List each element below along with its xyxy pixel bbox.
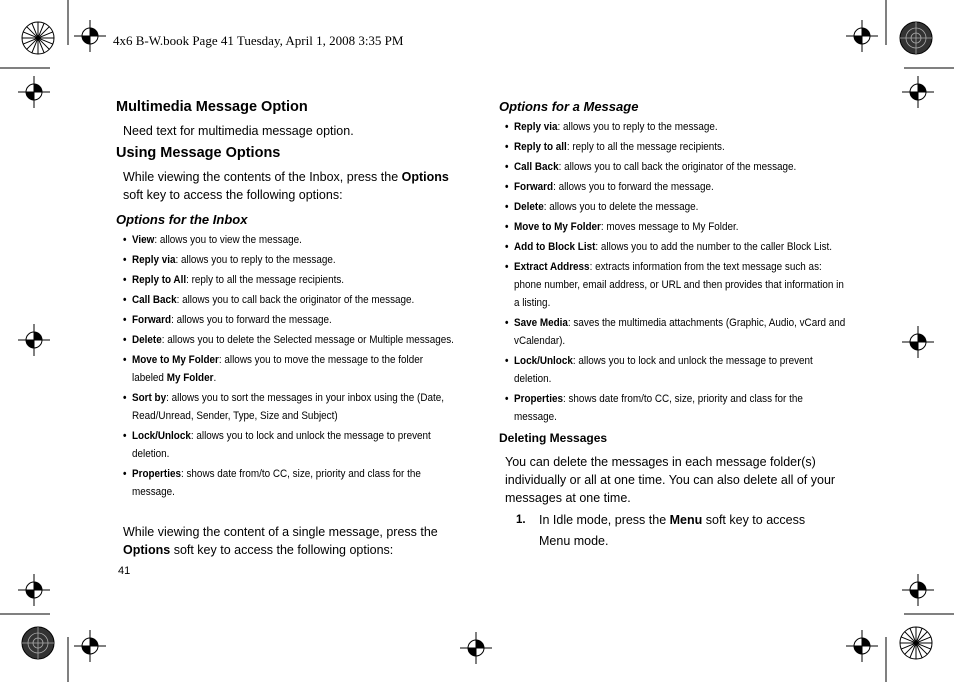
using-message-options-text: While viewing the contents of the Inbox, press the Options soft key to access the following options: xyxy=(123,170,449,202)
option-term: Move to My Folder xyxy=(132,354,219,366)
single-message-options-text: While viewing the content of a single message, press the Options soft key to access the following options: xyxy=(123,525,438,557)
step-number: 1. xyxy=(516,514,526,526)
option-term: Add to Block List xyxy=(514,241,596,253)
option-description: : allows you to sort the messages in your inbox using the (Date, Read/Unread, Sender, Type, Size and Subject) xyxy=(132,392,445,422)
inbox-option-item xyxy=(123,251,456,269)
option-description: : allows you to call back the originator of the message. xyxy=(558,161,797,173)
option-term: Lock/Unlock xyxy=(132,430,191,442)
book-header-line: 4x6 B-W.book Page 41 Tuesday, April 1, 2008 3:35 PM xyxy=(113,33,404,48)
inbox-option-item xyxy=(123,311,456,329)
using-message-options-heading: Using Message Options xyxy=(116,145,281,161)
option-term: Call Back xyxy=(132,294,177,306)
multimedia-message-option-heading: Multimedia Message Option xyxy=(116,99,308,115)
option-term: Reply to All xyxy=(132,274,187,286)
inbox-option-item xyxy=(123,231,456,249)
inbox-option-item xyxy=(123,291,456,309)
option-description: : moves message to My Folder. xyxy=(600,221,739,233)
options-for-message-heading: Options for a Message xyxy=(499,99,639,114)
option-description: : allows you to move the message to the folder labeled xyxy=(132,354,424,384)
option-term: Delete xyxy=(514,201,544,213)
message-options-list xyxy=(505,118,847,428)
option-term: Call Back xyxy=(514,161,559,173)
deleting-messages-heading: Deleting Messages xyxy=(499,431,608,445)
option-term: Properties xyxy=(514,393,563,405)
option-term: Sort by xyxy=(132,392,167,404)
inbox-options-list xyxy=(123,231,456,503)
options-for-inbox-heading: Options for the Inbox xyxy=(116,212,248,227)
option-term: Extract Address xyxy=(514,261,590,273)
option-description: : shows date from/to CC, size, priority and class for the message. xyxy=(132,468,421,498)
inbox-option-item xyxy=(123,271,456,289)
option-term: Reply via xyxy=(514,121,558,133)
option-term: Reply via xyxy=(132,254,176,266)
message-option-item xyxy=(505,390,847,426)
multimedia-message-option-text: Need text for multimedia message option. xyxy=(123,124,354,138)
option-term: Save Media xyxy=(514,317,568,329)
option-term: View xyxy=(132,234,155,246)
message-option-item xyxy=(505,138,847,156)
option-description: : allows you to lock and unlock the message to prevent deletion. xyxy=(514,355,813,385)
message-option-item xyxy=(505,314,847,350)
option-term: Lock/Unlock xyxy=(514,355,573,367)
option-description: : allows you to delete the Selected message or Multiple messages. xyxy=(161,334,454,346)
option-description: : allows you to forward the message. xyxy=(553,181,714,193)
step-text: In Idle mode, press the Menu soft key to access Menu mode. xyxy=(539,513,806,548)
option-description: : shows date from/to CC, size, priority and class for the message. xyxy=(514,393,803,423)
option-term: My Folder xyxy=(166,372,214,384)
option-description: : allows you to call back the originator of the message. xyxy=(176,294,415,306)
option-term: Forward xyxy=(514,181,554,193)
option-description: : extracts information from the text message such as: phone number, email address, or URL and then provides that information in a listing. xyxy=(514,261,844,309)
inbox-option-item xyxy=(123,351,456,387)
message-option-item xyxy=(505,352,847,388)
message-option-item xyxy=(505,218,847,236)
message-option-item xyxy=(505,178,847,196)
inbox-option-item xyxy=(123,389,456,425)
option-description: : allows you to lock and unlock the message to prevent deletion. xyxy=(132,430,431,460)
inbox-option-item xyxy=(123,331,456,349)
option-description: : allows you to delete the message. xyxy=(543,201,699,213)
option-description: : allows you to add the number to the caller Block List. xyxy=(595,241,833,253)
option-description: : allows you to reply to the message. xyxy=(557,121,718,133)
option-term: Reply to all xyxy=(514,141,567,153)
option-description: : allows you to view the message. xyxy=(154,234,302,246)
option-description: : reply to all the message recipients. xyxy=(566,141,725,153)
option-description: : allows you to reply to the message. xyxy=(175,254,336,266)
message-option-item xyxy=(505,238,847,256)
option-description: : saves the multimedia attachments (Graphic, Audio, vCard and vCalendar). xyxy=(514,317,846,347)
deleting-messages-text: You can delete the messages in each message folder(s) individually or all at one time. You can also delete all of your messages at one time. xyxy=(505,455,836,505)
option-term: Move to My Folder xyxy=(514,221,601,233)
message-option-item xyxy=(505,158,847,176)
option-description: : reply to all the message recipients. xyxy=(186,274,345,286)
message-option-item xyxy=(505,118,847,136)
option-description: . xyxy=(213,372,217,384)
option-term: Forward xyxy=(132,314,172,326)
option-description: : allows you to forward the message. xyxy=(171,314,332,326)
message-option-item xyxy=(505,258,847,312)
inbox-option-item xyxy=(123,465,456,501)
message-option-item xyxy=(505,198,847,216)
inbox-option-item xyxy=(123,427,456,463)
option-term: Properties xyxy=(132,468,181,480)
option-term: Delete xyxy=(132,334,162,346)
page-number: 41 xyxy=(118,565,131,577)
